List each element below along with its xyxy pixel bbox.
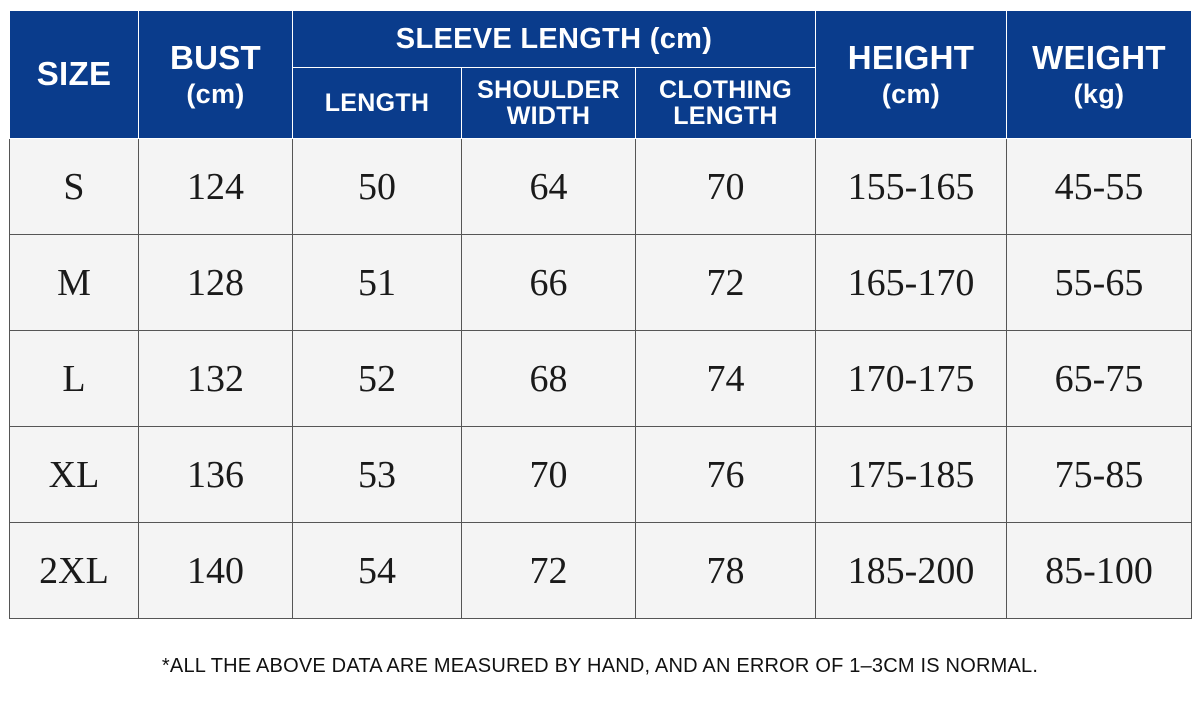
header-shoulder-line2: WIDTH xyxy=(506,102,591,130)
header-row-top xyxy=(10,11,1192,68)
header-length xyxy=(293,68,462,139)
cell-height: 165-170 xyxy=(816,235,1007,331)
cell-size: L xyxy=(10,331,139,427)
header-clothing-line2: LENGTH xyxy=(673,102,778,130)
table-row xyxy=(10,427,1192,523)
header-sleeve-group-label: SLEEVE LENGTH (cm) xyxy=(395,22,713,55)
cell-length: 52 xyxy=(293,331,462,427)
cell-weight: 55-65 xyxy=(1007,235,1192,331)
header-bust-label: BUST xyxy=(169,39,262,76)
cell-bust: 128 xyxy=(139,235,293,331)
header-height-unit: (cm) xyxy=(881,78,941,109)
cell-weight: 85-100 xyxy=(1007,523,1192,619)
cell-size: XL xyxy=(10,427,139,523)
cell-shoulder-width: 70 xyxy=(462,427,636,523)
header-size xyxy=(10,11,139,139)
header-bust-unit: (cm) xyxy=(186,78,245,109)
cell-clothing-length: 78 xyxy=(636,523,816,619)
header-height xyxy=(816,11,1007,139)
cell-shoulder-width: 66 xyxy=(462,235,636,331)
cell-weight: 75-85 xyxy=(1007,427,1192,523)
cell-bust: 132 xyxy=(139,331,293,427)
table-row xyxy=(10,139,1192,235)
cell-bust: 140 xyxy=(139,523,293,619)
header-clothing-line1: CLOTHING xyxy=(659,75,792,104)
cell-length: 54 xyxy=(293,523,462,619)
header-weight-label: WEIGHT xyxy=(1032,39,1166,76)
cell-height: 155-165 xyxy=(816,139,1007,235)
header-clothing-length xyxy=(636,68,816,139)
measurement-footnote: *ALL THE ABOVE DATA ARE MEASURED BY HAND, AND AN ERROR OF 1–3CM IS NORMAL. xyxy=(161,655,1039,677)
table-row xyxy=(10,235,1192,331)
cell-clothing-length: 72 xyxy=(636,235,816,331)
cell-clothing-length: 76 xyxy=(636,427,816,523)
cell-height: 170-175 xyxy=(816,331,1007,427)
size-chart-table xyxy=(9,10,1192,619)
cell-size: 2XL xyxy=(10,523,139,619)
cell-shoulder-width: 64 xyxy=(462,139,636,235)
cell-size: S xyxy=(10,139,139,235)
header-shoulder-width xyxy=(462,68,636,139)
header-height-label: HEIGHT xyxy=(847,39,975,76)
cell-height: 185-200 xyxy=(816,523,1007,619)
cell-bust: 136 xyxy=(139,427,293,523)
cell-clothing-length: 70 xyxy=(636,139,816,235)
cell-length: 51 xyxy=(293,235,462,331)
cell-shoulder-width: 68 xyxy=(462,331,636,427)
cell-weight: 45-55 xyxy=(1007,139,1192,235)
cell-height: 175-185 xyxy=(816,427,1007,523)
header-sleeve-group xyxy=(293,11,816,68)
cell-clothing-length: 74 xyxy=(636,331,816,427)
header-bust xyxy=(139,11,293,139)
cell-weight: 65-75 xyxy=(1007,331,1192,427)
header-weight xyxy=(1007,11,1192,139)
cell-length: 53 xyxy=(293,427,462,523)
cell-shoulder-width: 72 xyxy=(462,523,636,619)
header-weight-unit: (kg) xyxy=(1073,78,1125,109)
cell-size: M xyxy=(10,235,139,331)
header-length-label: LENGTH xyxy=(324,88,430,117)
header-shoulder-line1: SHOULDER xyxy=(477,75,620,104)
header-size-label: SIZE xyxy=(36,55,112,93)
cell-length: 50 xyxy=(293,139,462,235)
table-row xyxy=(10,523,1192,619)
table-row xyxy=(10,331,1192,427)
cell-bust: 124 xyxy=(139,139,293,235)
